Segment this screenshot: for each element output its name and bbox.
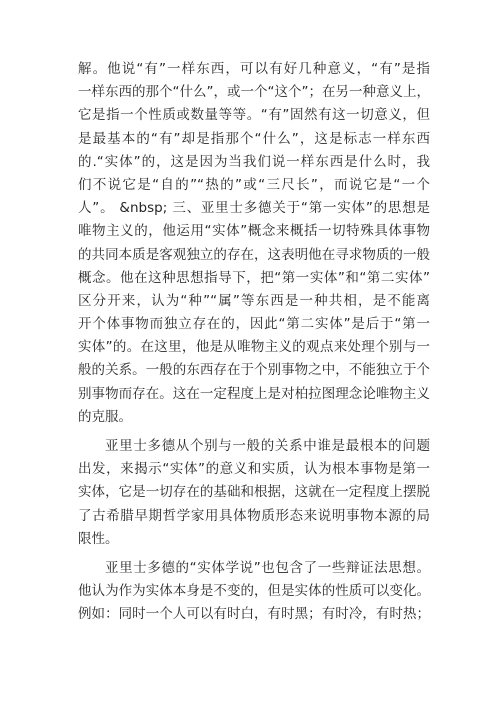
text-line: 它是指一个性质或数量等等。“有”固然有这一切意义，但 [78, 107, 430, 124]
text-line: 解。他说“有”一样东西，可以有好几种意义，“有”是指 [78, 61, 430, 77]
text-line: 别事物而存在。这在一定程度上是对柏拉图理念论唯物主义 [78, 385, 430, 402]
text-line: 的.“实体”的，这是因为当我们说一样东西是什么时，我 [78, 153, 430, 170]
text-line: 概念。他在这种思想指导下，把“第一实体”和“第二实体” [78, 269, 430, 286]
text-line: 的共同本质是客观独立的存在，这表明他在寻求物质的一般 [78, 246, 430, 263]
text-line: 实体”的。在这里，他是从唯物主义的观点来处理个别与一 [78, 339, 430, 356]
paragraph-3 [78, 557, 430, 627]
text-line: 唯物主义的，他运用“实体”概念来概括一切特殊具体事物 [78, 223, 430, 240]
paragraph-2 [78, 435, 430, 551]
text-line: 了古希腊早期哲学家用具体物质形态来说明事物本源的局 [78, 507, 430, 524]
paragraph-1 [78, 58, 430, 429]
text-line: 一样东西的那个“什么”，或一个“这个”；在另一种意义上， [78, 84, 430, 101]
text-line: 是最基本的“有”却是指那个“什么”，这是标志一样东西 [78, 130, 430, 147]
text-line: 般的关系。一般的东西存在于个别事物之中，不能独立于个 [78, 362, 430, 379]
text-line: 他认为作为实体本身是不变的，但是实体的性质可以变化。 [78, 583, 430, 600]
text-line: 限性。 [78, 530, 119, 547]
text-line: 区分开来，认为“种”“属”等东西是一种共相，是不能离 [78, 292, 430, 309]
text-line: 出发，来揭示“实体”的意义和实质，认为根本事物是第一 [78, 461, 430, 478]
text-line: 例如：同时一个人可以有时白，有时黑；有时冷，有时热； [78, 606, 430, 623]
text-line: 亚里士多德从个别与一般的关系中谁是最根本的问题 [105, 438, 430, 454]
text-line: 人”。 &nbsp; 三、亚里士多德关于“第一实体”的思想是 [78, 200, 430, 217]
text-line: 们不说它是“自的”“热的”或“三尺长”，而说它是“一个 [78, 176, 430, 193]
text-line: 开个体事物而独立存在的，因此“第二实体”是后于“第一 [78, 316, 430, 333]
document-body [78, 58, 430, 627]
text-line: 的克服。 [78, 408, 132, 425]
text-line: 亚里士多德的“实体学说”也包含了一些辩证法思想。 [105, 559, 430, 576]
text-line: 实体，它是一切存在的基础和根据，这就在一定程度上摆脱 [78, 484, 430, 501]
